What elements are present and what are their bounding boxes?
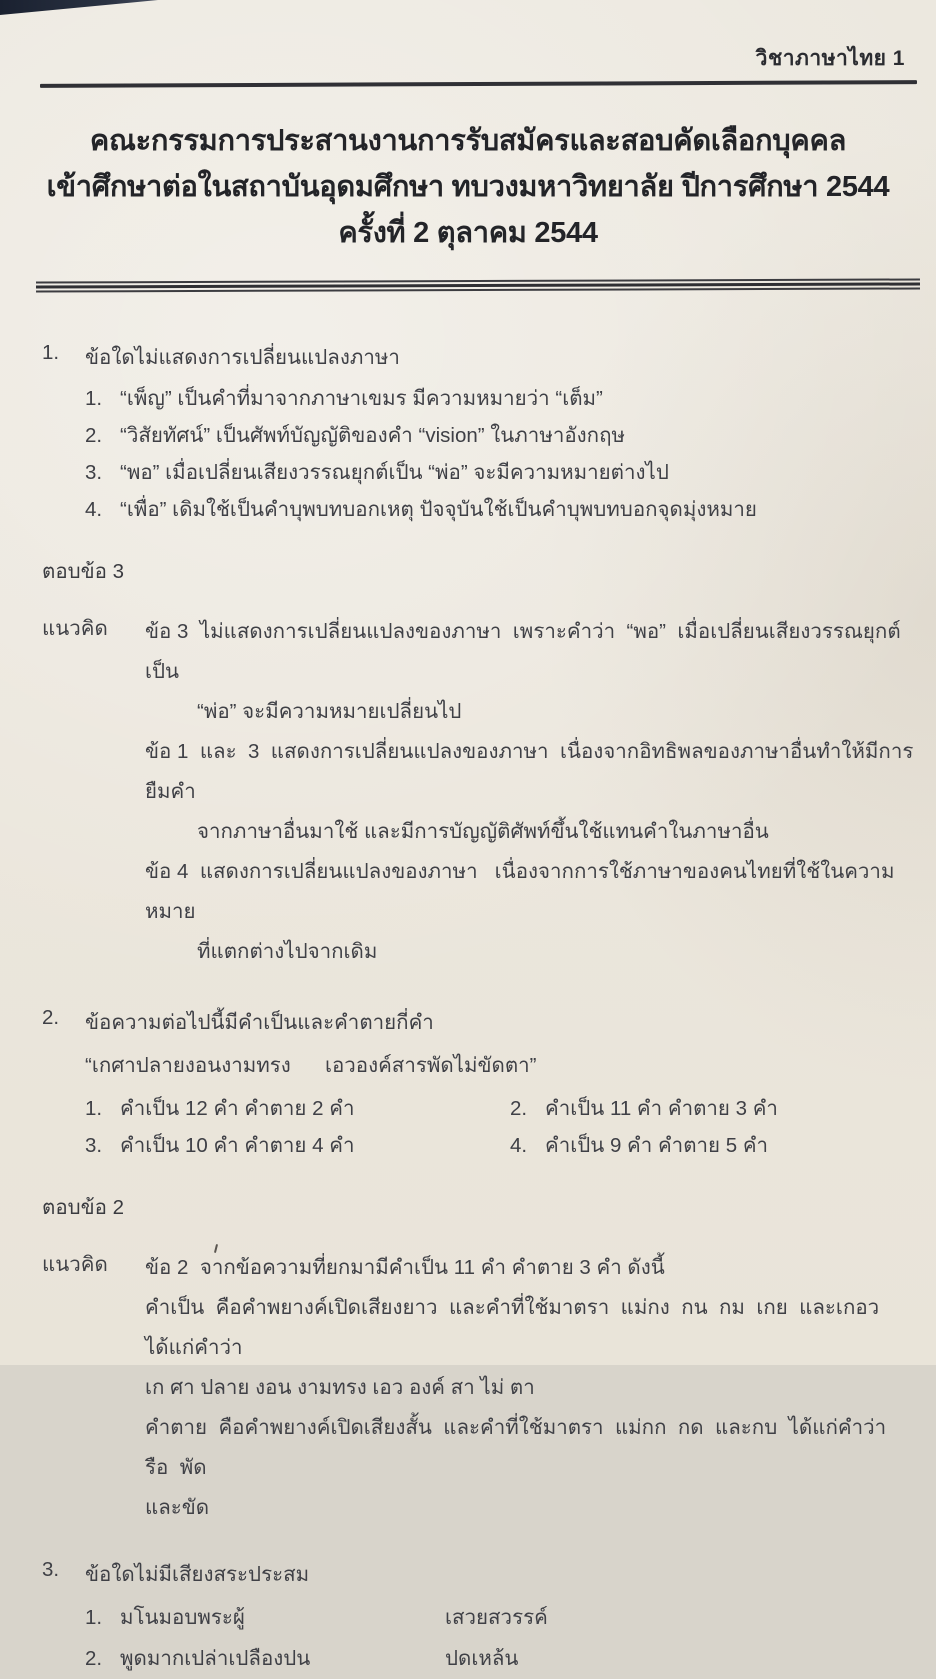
q2-solution-label: แนวคิด	[42, 1253, 108, 1276]
q3-choice-2-number: 2.	[85, 1647, 103, 1670]
subject-label: วิชาภาษาไทย 1	[755, 47, 905, 70]
q2-solution-line-4: คำตาย คือคำพยางค์เปิดเสียงสั้น และคำที่ใช้มาตรา แม่กก กด และกบ ได้แก่คำว่า รือ พัด	[145, 1416, 898, 1479]
q3-choice-1-col-a: มโนมอบพระผู้	[120, 1606, 245, 1629]
q3-choice-1	[85, 1597, 916, 1638]
q1-choice-1	[85, 380, 916, 417]
q1-solution-line-4: จากภาษาอื่นมาใช้ และมีการบัญญัติศัพท์ขึ้นใช้แทนคำในภาษาอื่น	[197, 820, 769, 843]
q2-choice-3-text: คำเป็น 10 คำ คำตาย 4 คำ	[120, 1134, 355, 1157]
question-1-text: ข้อใดไม่แสดงการเปลี่ยนแปลงภาษา	[85, 346, 400, 369]
q2-choice-4	[510, 1127, 916, 1164]
title-separator-rule	[36, 278, 920, 292]
q3-choice-2-col-b: ปดเหล้น	[445, 1647, 519, 1670]
q2-choice-4-text: คำเป็น 9 คำ คำตาย 5 คำ	[545, 1134, 769, 1157]
q2-choice-4-number: 4.	[510, 1134, 528, 1157]
q1-solution-line-3: ข้อ 1 และ 3 แสดงการเปลี่ยนแปลงของภาษา เนื่องจากอิทธิพลของภาษาอื่นทำให้มีการยืมคำ	[145, 740, 914, 803]
question-2	[42, 1006, 916, 1528]
q2-choice-1-text: คำเป็น 12 คำ คำตาย 2 คำ	[120, 1097, 355, 1120]
q3-choice-2	[85, 1638, 916, 1679]
q1-choice-2-number: 2.	[85, 424, 103, 447]
question-2-text: ข้อความต่อไปนี้มีคำเป็นและคำตายกี่คำ	[85, 1011, 434, 1034]
question-3-text: ข้อใดไม่มีเสียงสระประสม	[85, 1563, 310, 1586]
q1-choice-2-text: “วิสัยทัศน์” เป็นศัพท์บัญญัติของคำ “vision” ในภาษาอังกฤษ	[120, 424, 626, 447]
q2-solution-lines	[145, 1248, 916, 1528]
q1-choice-4	[85, 491, 916, 528]
q2-solution-line-2: คำเป็น คือคำพยางค์เปิดเสียงยาว และคำที่ใช้มาตรา แม่กง กน กม เกย และเกอว ได้แก่คำว่า	[145, 1296, 891, 1359]
title-line-2: เข้าศึกษาต่อในสถาบันอุดมศึกษา ทบวงมหาวิทยาลัย ปีการศึกษา 2544	[46, 171, 890, 203]
question-2-choices	[85, 1090, 916, 1164]
q1-choice-1-text: “เพ็ญ” เป็นคำที่มาจากภาษาเขมร มีความหมายว่า “เต็ม”	[120, 387, 603, 410]
q3-choice-1-col-b: เสวยสวรรค์	[445, 1606, 548, 1629]
question-3-number: 3.	[42, 1558, 60, 1581]
q2-choice-2-text: คำเป็น 11 คำ คำตาย 3 คำ	[545, 1097, 778, 1120]
title-line-3: ครั้งที่ 2 ตุลาคม 2544	[338, 217, 598, 249]
rule-thin-bottom	[36, 287, 920, 292]
q1-solution-line-6: ที่แตกต่างไปจากเดิม	[197, 940, 378, 963]
question-1-choices	[85, 380, 916, 528]
question-1	[42, 341, 916, 972]
question-2-quote: “เกศาปลายงอนงามทรง เอวองค์สารพัดไม่ขัดตา”	[85, 1054, 537, 1077]
q2-solution-line-3: เก ศา ปลาย งอน งามทรง เอว องค์ สา ไม่ ตา	[145, 1376, 535, 1399]
q2-solution-line-1: ข้อ 2 จากข้อความที่ยกมามีคำเป็น 11 คำ คำตาย 3 คำ ดังนี้	[145, 1256, 665, 1279]
q2-choice-2	[510, 1090, 916, 1127]
exam-title-block	[0, 118, 936, 256]
q3-choice-1-number: 1.	[85, 1606, 103, 1629]
q1-choice-2	[85, 417, 916, 454]
question-3	[42, 1558, 916, 1679]
q2-solution	[42, 1248, 916, 1528]
question-2-number: 2.	[42, 1006, 60, 1029]
q2-choice-1-number: 1.	[85, 1097, 103, 1120]
question-1-stem	[42, 341, 916, 374]
q1-solution-line-2: “พ่อ” จะมีความหมายเปลี่ยนไป	[197, 700, 462, 723]
q1-choice-1-number: 1.	[85, 387, 103, 410]
question-3-choices	[85, 1597, 916, 1679]
q1-choice-4-number: 4.	[85, 498, 103, 521]
question-2-stem	[42, 1006, 916, 1039]
question-3-stem	[42, 1558, 916, 1591]
q1-answer: ตอบข้อ 3	[42, 560, 125, 583]
question-1-number: 1.	[42, 341, 60, 364]
q1-choice-3-number: 3.	[85, 461, 103, 484]
q1-solution-label: แนวคิด	[42, 617, 108, 640]
q1-solution-line-1: ข้อ 3 ไม่แสดงการเปลี่ยนแปลงของภาษา เพราะคำว่า “พอ” เมื่อเปลี่ยนเสียงวรรณยุกต์เป็น	[145, 620, 901, 683]
q1-choice-3-text: “พอ” เมื่อเปลี่ยนเสียงวรรณยุกต์เป็น “พ่อ” จะมีความหมายต่างไป	[120, 461, 669, 484]
q3-choice-2-col-a: พูดมากเปล่าเปลืองปน	[120, 1647, 311, 1670]
page-header	[0, 0, 936, 75]
q2-solution-line-5: และขัด	[145, 1496, 210, 1519]
q1-solution	[42, 612, 916, 972]
title-line-1: คณะกรรมการประสานงานการรับสมัครและสอบคัดเลือกบุคคล	[89, 125, 847, 157]
q2-choice-1	[85, 1090, 510, 1127]
header-rule	[40, 80, 917, 88]
q1-solution-lines	[145, 612, 916, 972]
q2-choice-2-number: 2.	[510, 1097, 528, 1120]
q1-choice-4-text: “เพื่อ” เดิมใช้เป็นคำบุพบทบอกเหตุ ปัจจุบันใช้เป็นคำบุพบทบอกจุดมุ่งหมาย	[120, 498, 757, 521]
page-content	[42, 341, 916, 1679]
q1-choice-3	[85, 454, 916, 491]
q2-choice-3-number: 3.	[85, 1134, 103, 1157]
q2-choice-3	[85, 1127, 510, 1164]
q2-answer: ตอบข้อ 2	[42, 1196, 125, 1219]
q1-solution-line-5: ข้อ 4 แสดงการเปลี่ยนแปลงของภาษา เนื่องจากการใช้ภาษาของคนไทยที่ใช้ในความหมาย	[145, 860, 895, 923]
